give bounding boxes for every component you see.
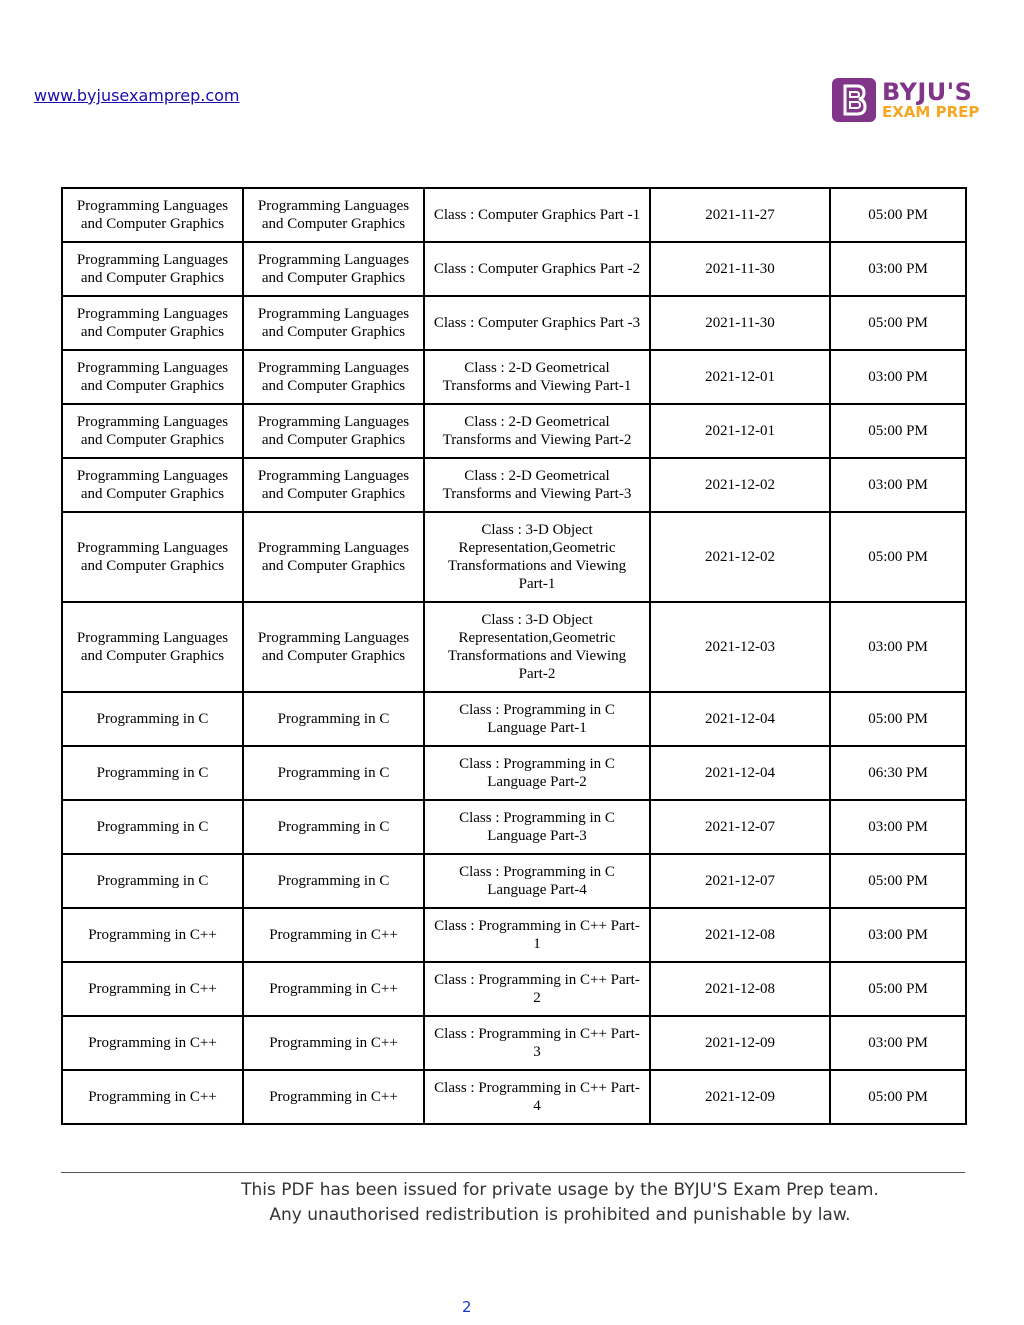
cell-subject: Programming in C xyxy=(62,692,243,746)
cell-topic: Programming Languages and Computer Graphics xyxy=(243,296,424,350)
cell-date: 2021-12-02 xyxy=(650,512,830,602)
cell-topic: Programming Languages and Computer Graphics xyxy=(243,602,424,692)
cell-class: Class : Programming in C Language Part-2 xyxy=(424,746,650,800)
site-link[interactable]: www.byjusexamprep.com xyxy=(34,86,240,105)
cell-topic: Programming in C++ xyxy=(243,908,424,962)
cell-class: Class : Computer Graphics Part -1 xyxy=(424,188,650,242)
cell-time: 05:00 PM xyxy=(830,1070,966,1124)
cell-class: Class : Programming in C Language Part-4 xyxy=(424,854,650,908)
cell-topic: Programming in C++ xyxy=(243,1016,424,1070)
cell-subject: Programming in C xyxy=(62,800,243,854)
cell-subject: Programming Languages and Computer Graphics xyxy=(62,296,243,350)
cell-class: Class : Programming in C++ Part-4 xyxy=(424,1070,650,1124)
cell-subject: Programming in C++ xyxy=(62,1070,243,1124)
cell-time: 03:00 PM xyxy=(830,908,966,962)
cell-date: 2021-12-04 xyxy=(650,746,830,800)
cell-date: 2021-11-27 xyxy=(650,188,830,242)
table-row xyxy=(62,1016,966,1070)
cell-class: Class : Programming in C++ Part-1 xyxy=(424,908,650,962)
cell-date: 2021-11-30 xyxy=(650,242,830,296)
cell-date: 2021-12-08 xyxy=(650,908,830,962)
table-row xyxy=(62,962,966,1016)
table-row xyxy=(62,188,966,242)
cell-class: Class : Computer Graphics Part -2 xyxy=(424,242,650,296)
cell-time: 03:00 PM xyxy=(830,800,966,854)
cell-topic: Programming in C++ xyxy=(243,962,424,1016)
cell-time: 03:00 PM xyxy=(830,458,966,512)
table-row xyxy=(62,404,966,458)
cell-subject: Programming in C++ xyxy=(62,908,243,962)
cell-subject: Programming in C xyxy=(62,854,243,908)
page-number: 2 xyxy=(462,1298,472,1316)
cell-class: Class : 2-D Geometrical Transforms and Viewing Part-2 xyxy=(424,404,650,458)
cell-class: Class : Programming in C++ Part-2 xyxy=(424,962,650,1016)
cell-subject: Programming Languages and Computer Graphics xyxy=(62,188,243,242)
cell-time: 03:00 PM xyxy=(830,350,966,404)
cell-date: 2021-12-01 xyxy=(650,350,830,404)
cell-date: 2021-12-01 xyxy=(650,404,830,458)
cell-subject: Programming in C++ xyxy=(62,962,243,1016)
cell-time: 03:00 PM xyxy=(830,602,966,692)
cell-class: Class : Programming in C Language Part-1 xyxy=(424,692,650,746)
byjus-b-icon xyxy=(832,78,876,122)
cell-class: Class : Computer Graphics Part -3 xyxy=(424,296,650,350)
table-row xyxy=(62,296,966,350)
cell-time: 03:00 PM xyxy=(830,1016,966,1070)
table-row xyxy=(62,692,966,746)
footer-divider xyxy=(61,1172,965,1173)
cell-topic: Programming in C xyxy=(243,692,424,746)
cell-class: Class : 2-D Geometrical Transforms and Viewing Part-3 xyxy=(424,458,650,512)
cell-subject: Programming Languages and Computer Graphics xyxy=(62,512,243,602)
cell-subject: Programming Languages and Computer Graphics xyxy=(62,404,243,458)
byjus-exam-prep-logo xyxy=(832,76,992,124)
disclaimer-line-2: Any unauthorised redistribution is prohibited and punishable by law. xyxy=(269,1205,851,1225)
logo-wordmark: BYJU'S xyxy=(882,78,973,106)
cell-time: 05:00 PM xyxy=(830,188,966,242)
cell-subject: Programming Languages and Computer Graphics xyxy=(62,350,243,404)
table-row xyxy=(62,1070,966,1124)
cell-time: 05:00 PM xyxy=(830,962,966,1016)
class-schedule-table xyxy=(61,187,967,1125)
table-row xyxy=(62,512,966,602)
table-row xyxy=(62,746,966,800)
cell-subject: Programming Languages and Computer Graphics xyxy=(62,602,243,692)
cell-topic: Programming Languages and Computer Graphics xyxy=(243,404,424,458)
cell-time: 05:00 PM xyxy=(830,404,966,458)
cell-date: 2021-12-02 xyxy=(650,458,830,512)
table-row xyxy=(62,350,966,404)
table-row xyxy=(62,242,966,296)
cell-date: 2021-11-30 xyxy=(650,296,830,350)
cell-subject: Programming in C xyxy=(62,746,243,800)
cell-topic: Programming Languages and Computer Graphics xyxy=(243,350,424,404)
cell-topic: Programming Languages and Computer Graphics xyxy=(243,512,424,602)
cell-topic: Programming in C xyxy=(243,800,424,854)
cell-topic: Programming in C xyxy=(243,746,424,800)
cell-date: 2021-12-04 xyxy=(650,692,830,746)
table-row xyxy=(62,908,966,962)
table-row xyxy=(62,458,966,512)
cell-date: 2021-12-08 xyxy=(650,962,830,1016)
cell-date: 2021-12-03 xyxy=(650,602,830,692)
cell-time: 05:00 PM xyxy=(830,296,966,350)
cell-topic: Programming in C++ xyxy=(243,1070,424,1124)
table-row xyxy=(62,800,966,854)
cell-topic: Programming Languages and Computer Graphics xyxy=(243,242,424,296)
disclaimer xyxy=(160,1178,960,1228)
cell-subject: Programming in C++ xyxy=(62,1016,243,1070)
cell-subject: Programming Languages and Computer Graphics xyxy=(62,242,243,296)
cell-topic: Programming Languages and Computer Graphics xyxy=(243,188,424,242)
cell-topic: Programming in C xyxy=(243,854,424,908)
cell-date: 2021-12-09 xyxy=(650,1016,830,1070)
cell-topic: Programming Languages and Computer Graphics xyxy=(243,458,424,512)
cell-class: Class : Programming in C Language Part-3 xyxy=(424,800,650,854)
cell-class: Class : 2-D Geometrical Transforms and Viewing Part-1 xyxy=(424,350,650,404)
cell-time: 05:00 PM xyxy=(830,512,966,602)
cell-subject: Programming Languages and Computer Graphics xyxy=(62,458,243,512)
table-row xyxy=(62,602,966,692)
cell-class: Class : 3-D Object Representation,Geometric Transformations and Viewing Part-1 xyxy=(424,512,650,602)
cell-class: Class : Programming in C++ Part-3 xyxy=(424,1016,650,1070)
cell-time: 05:00 PM xyxy=(830,854,966,908)
disclaimer-line-1: This PDF has been issued for private usage by the BYJU'S Exam Prep team. xyxy=(241,1180,879,1200)
cell-class: Class : 3-D Object Representation,Geometric Transformations and Viewing Part-2 xyxy=(424,602,650,692)
table-row xyxy=(62,854,966,908)
cell-time: 05:00 PM xyxy=(830,692,966,746)
cell-date: 2021-12-07 xyxy=(650,800,830,854)
logo-subtitle: EXAM PREP xyxy=(882,103,980,121)
cell-time: 03:00 PM xyxy=(830,242,966,296)
cell-date: 2021-12-09 xyxy=(650,1070,830,1124)
cell-date: 2021-12-07 xyxy=(650,854,830,908)
cell-time: 06:30 PM xyxy=(830,746,966,800)
